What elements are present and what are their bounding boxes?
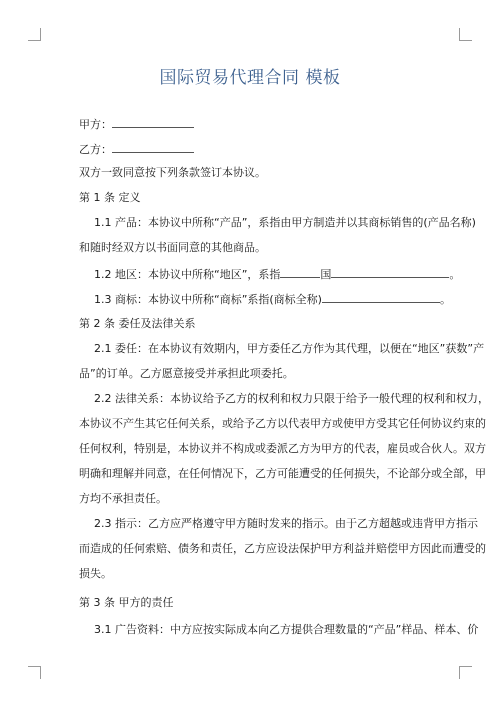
clause-1-1-line-2: 和随时经双方以书面同意的其他商品。 xyxy=(79,241,266,254)
clause-2-1-line-2: 品”的订单。乙方愿意接受并承担此项委托。 xyxy=(79,367,294,380)
article-2-heading: 第 2 条 委任及法律关系 xyxy=(79,317,196,330)
party-b-label: 乙方： xyxy=(79,143,112,156)
intro-text: 双方一致同意按下列条款签订本协议。 xyxy=(79,166,266,179)
clause-2-3-line-1: 2.3 指示：乙方应严格遵守甲方随时发来的指示。由于乙方超越或违背甲方指示 xyxy=(94,517,478,530)
clause-1-3-text: 1.3 商标：本协议中所称“商标”系指(商标全称) xyxy=(94,293,322,306)
region-blank-2[interactable] xyxy=(331,266,449,278)
clause-1-1-line-1: 1.1 产品：本协议中所称“产品”，系指由甲方制造并以其商标销售的(产品名称) xyxy=(94,216,476,229)
article-3-heading: 第 3 条 甲方的责任 xyxy=(79,596,174,609)
clause-2-3-line-2: 而造成的任何索赔、债务和责任，乙方应设法保护甲方利益并赔偿甲方因此而遭受的 xyxy=(79,542,486,555)
region-blank-1[interactable] xyxy=(280,266,320,278)
clause-2-2-line-5: 方均不承担责任。 xyxy=(79,492,167,505)
party-b-line xyxy=(79,141,194,157)
clause-2-2-line-3: 任何权利，特别是，本协议并不构成或委派乙方为甲方的代表，雇员或合伙人。双方 xyxy=(79,442,486,455)
clause-1-2 xyxy=(94,266,460,282)
clause-2-2-line-4: 明确和理解并同意，在任何情况下，乙方可能遭受的任何损失，不论部分或全部，甲 xyxy=(79,467,486,480)
clause-2-2-line-2: 本协议不产生其它任何关系，或给予乙方以代表甲方或使甲方受其它任何协议约束的 xyxy=(79,417,486,430)
clause-1-2-text: 1.2 地区：本协议中所称“地区”，系指 xyxy=(94,268,281,281)
party-b-blank[interactable] xyxy=(112,141,194,153)
clause-2-3-line-3: 损失。 xyxy=(79,567,112,580)
clause-2-2-line-1: 2.2 法律关系：本协议给予乙方的权利和权力只限于给予一般代理的权利和权力， xyxy=(94,392,489,405)
clause-1-3 xyxy=(94,291,451,307)
clause-1-2-country: 国 xyxy=(320,268,332,281)
party-a-line xyxy=(79,116,194,132)
party-a-blank[interactable] xyxy=(112,116,194,128)
clause-1-3-end: 。 xyxy=(439,293,451,306)
article-1-heading: 第 1 条 定义 xyxy=(79,191,141,204)
party-a-label: 甲方： xyxy=(79,118,112,131)
trademark-blank[interactable] xyxy=(322,291,440,303)
clause-3-1-line-1: 3.1 广告资料：中方应按实际成本向乙方提供合理数量的“产品”样品、样本、价 xyxy=(94,623,479,636)
clause-2-1-line-1: 2.1 委任：在本协议有效期内，甲方委任乙方作为其代理，以便在“地区”获数”产 xyxy=(94,342,485,355)
document-title: 国际贸易代理合同 模板 xyxy=(159,68,341,88)
clause-1-2-end: 。 xyxy=(449,268,461,281)
